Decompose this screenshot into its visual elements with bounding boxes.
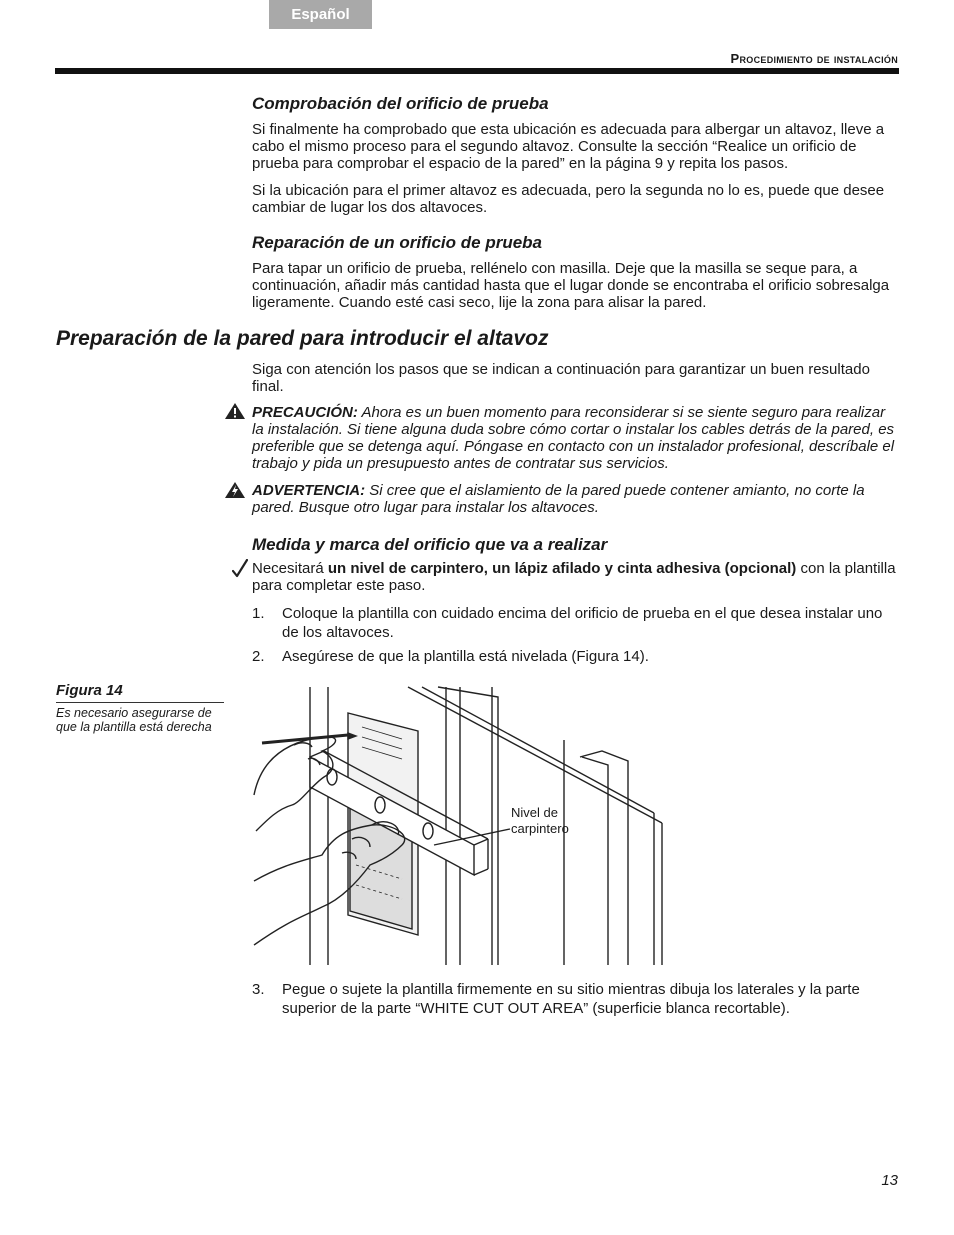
requirements-block — [252, 560, 898, 594]
test-check-paragraph-2: Si la ubicación para el primer altavoz es adecuada, pero la segunda no lo es, puede que desee cambiar de lugar los dos altavoces. — [252, 182, 885, 216]
step-2 — [252, 647, 898, 666]
figure-label — [56, 682, 224, 734]
warning-block — [252, 482, 898, 516]
caution-label: PRECAUCIÓN: — [252, 404, 358, 421]
section-header: Procedimiento de instalación — [730, 51, 898, 66]
step-3-number: 3. — [252, 981, 265, 998]
page-number: 13 — [881, 1172, 898, 1189]
wall-prep-intro-block — [252, 361, 898, 395]
test-check-heading: Comprobación del orificio de prueba — [252, 94, 549, 113]
test-repair-paragraph: Para tapar un orificio de prueba, rellénelo con masilla. Deje que la masilla se seque para, a continuación, añadir más cantidad hasta que el lugar donde se encontraba el orificio sobresalga ligeramente. Cuando esté casi seco, lije la zona para alisar la pared. — [252, 260, 890, 311]
test-repair-section — [252, 233, 898, 311]
header-rule — [55, 68, 899, 74]
level-callout: Nivel de carpintero — [511, 805, 569, 836]
wall-prep-intro: Siga con atención los pasos que se indican a continuación para garantizar un buen resultado final. — [252, 361, 870, 395]
caution-icon — [224, 402, 246, 420]
requirements-suffix: con la plantilla para completar este paso. — [252, 560, 896, 594]
requirements-tools: un nivel de carpintero, un lápiz afilado y cinta adhesiva (opcional) — [327, 560, 797, 577]
step-2-text: Asegúrese de que la plantilla está nivelada (Figura 14). — [282, 648, 649, 665]
test-repair-heading: Reparación de un orificio de prueba — [252, 233, 542, 252]
step-1-number: 1. — [252, 605, 265, 622]
checkmark-icon — [232, 559, 248, 579]
wall-prep-heading: Preparación de la pared para introducir el altavoz — [56, 327, 549, 350]
step-1 — [252, 604, 898, 642]
step-3 — [252, 980, 898, 1018]
caution-block — [252, 404, 898, 472]
step-2-number: 2. — [252, 648, 265, 665]
step-3-text: Pegue o sujete la plantilla firmemente en su sitio mientras dibuja los laterales y la parte superior de la parte “WHITE CUT OUT AREA” (superficie blanca recortable). — [282, 981, 860, 1017]
warning-text: Si cree que el aislamiento de la pared puede contener amianto, no corte la pared. Busque otro lugar para instalar los altavoces. — [252, 482, 865, 516]
measure-heading: Medida y marca del orificio que va a realizar — [252, 535, 608, 554]
warning-label: ADVERTENCIA: — [252, 482, 366, 499]
test-check-paragraph-1: Si finalmente ha comprobado que esta ubicación es adecuada para albergar un altavoz, lleve a cabo el mismo proceso para el segundo altavoz. Consulte la sección “Realice un orificio de prueba para comprobar el espacio de la pared” en la página 9 y repita los pasos. — [252, 121, 885, 172]
requirements-prefix: Necesitará — [252, 560, 328, 577]
step-1-text: Coloque la plantilla con cuidado encima del orificio de prueba en el que desea instalar uno de los altavoces. — [282, 605, 883, 641]
figure-caption: Es necesario asegurarse de que la plantilla está derecha — [56, 706, 212, 734]
warning-icon — [224, 481, 246, 499]
test-check-section — [252, 94, 898, 216]
caution-text: Ahora es un buen momento para reconsiderar si se siente seguro para realizar la instalación. Si tiene alguna duda sobre cómo cortar o instalar los cables detrás de la pared, es preferible que se detenga aquí. Póngase en contacto con un instalador profesional, descríbale el trabajo y pida un presupuesto antes de contratar sus servicios. — [252, 404, 895, 472]
measure-section — [252, 535, 898, 555]
figure-title: Figura 14 — [56, 682, 224, 703]
language-tab: Español — [269, 0, 372, 29]
level-illustration — [252, 685, 672, 967]
